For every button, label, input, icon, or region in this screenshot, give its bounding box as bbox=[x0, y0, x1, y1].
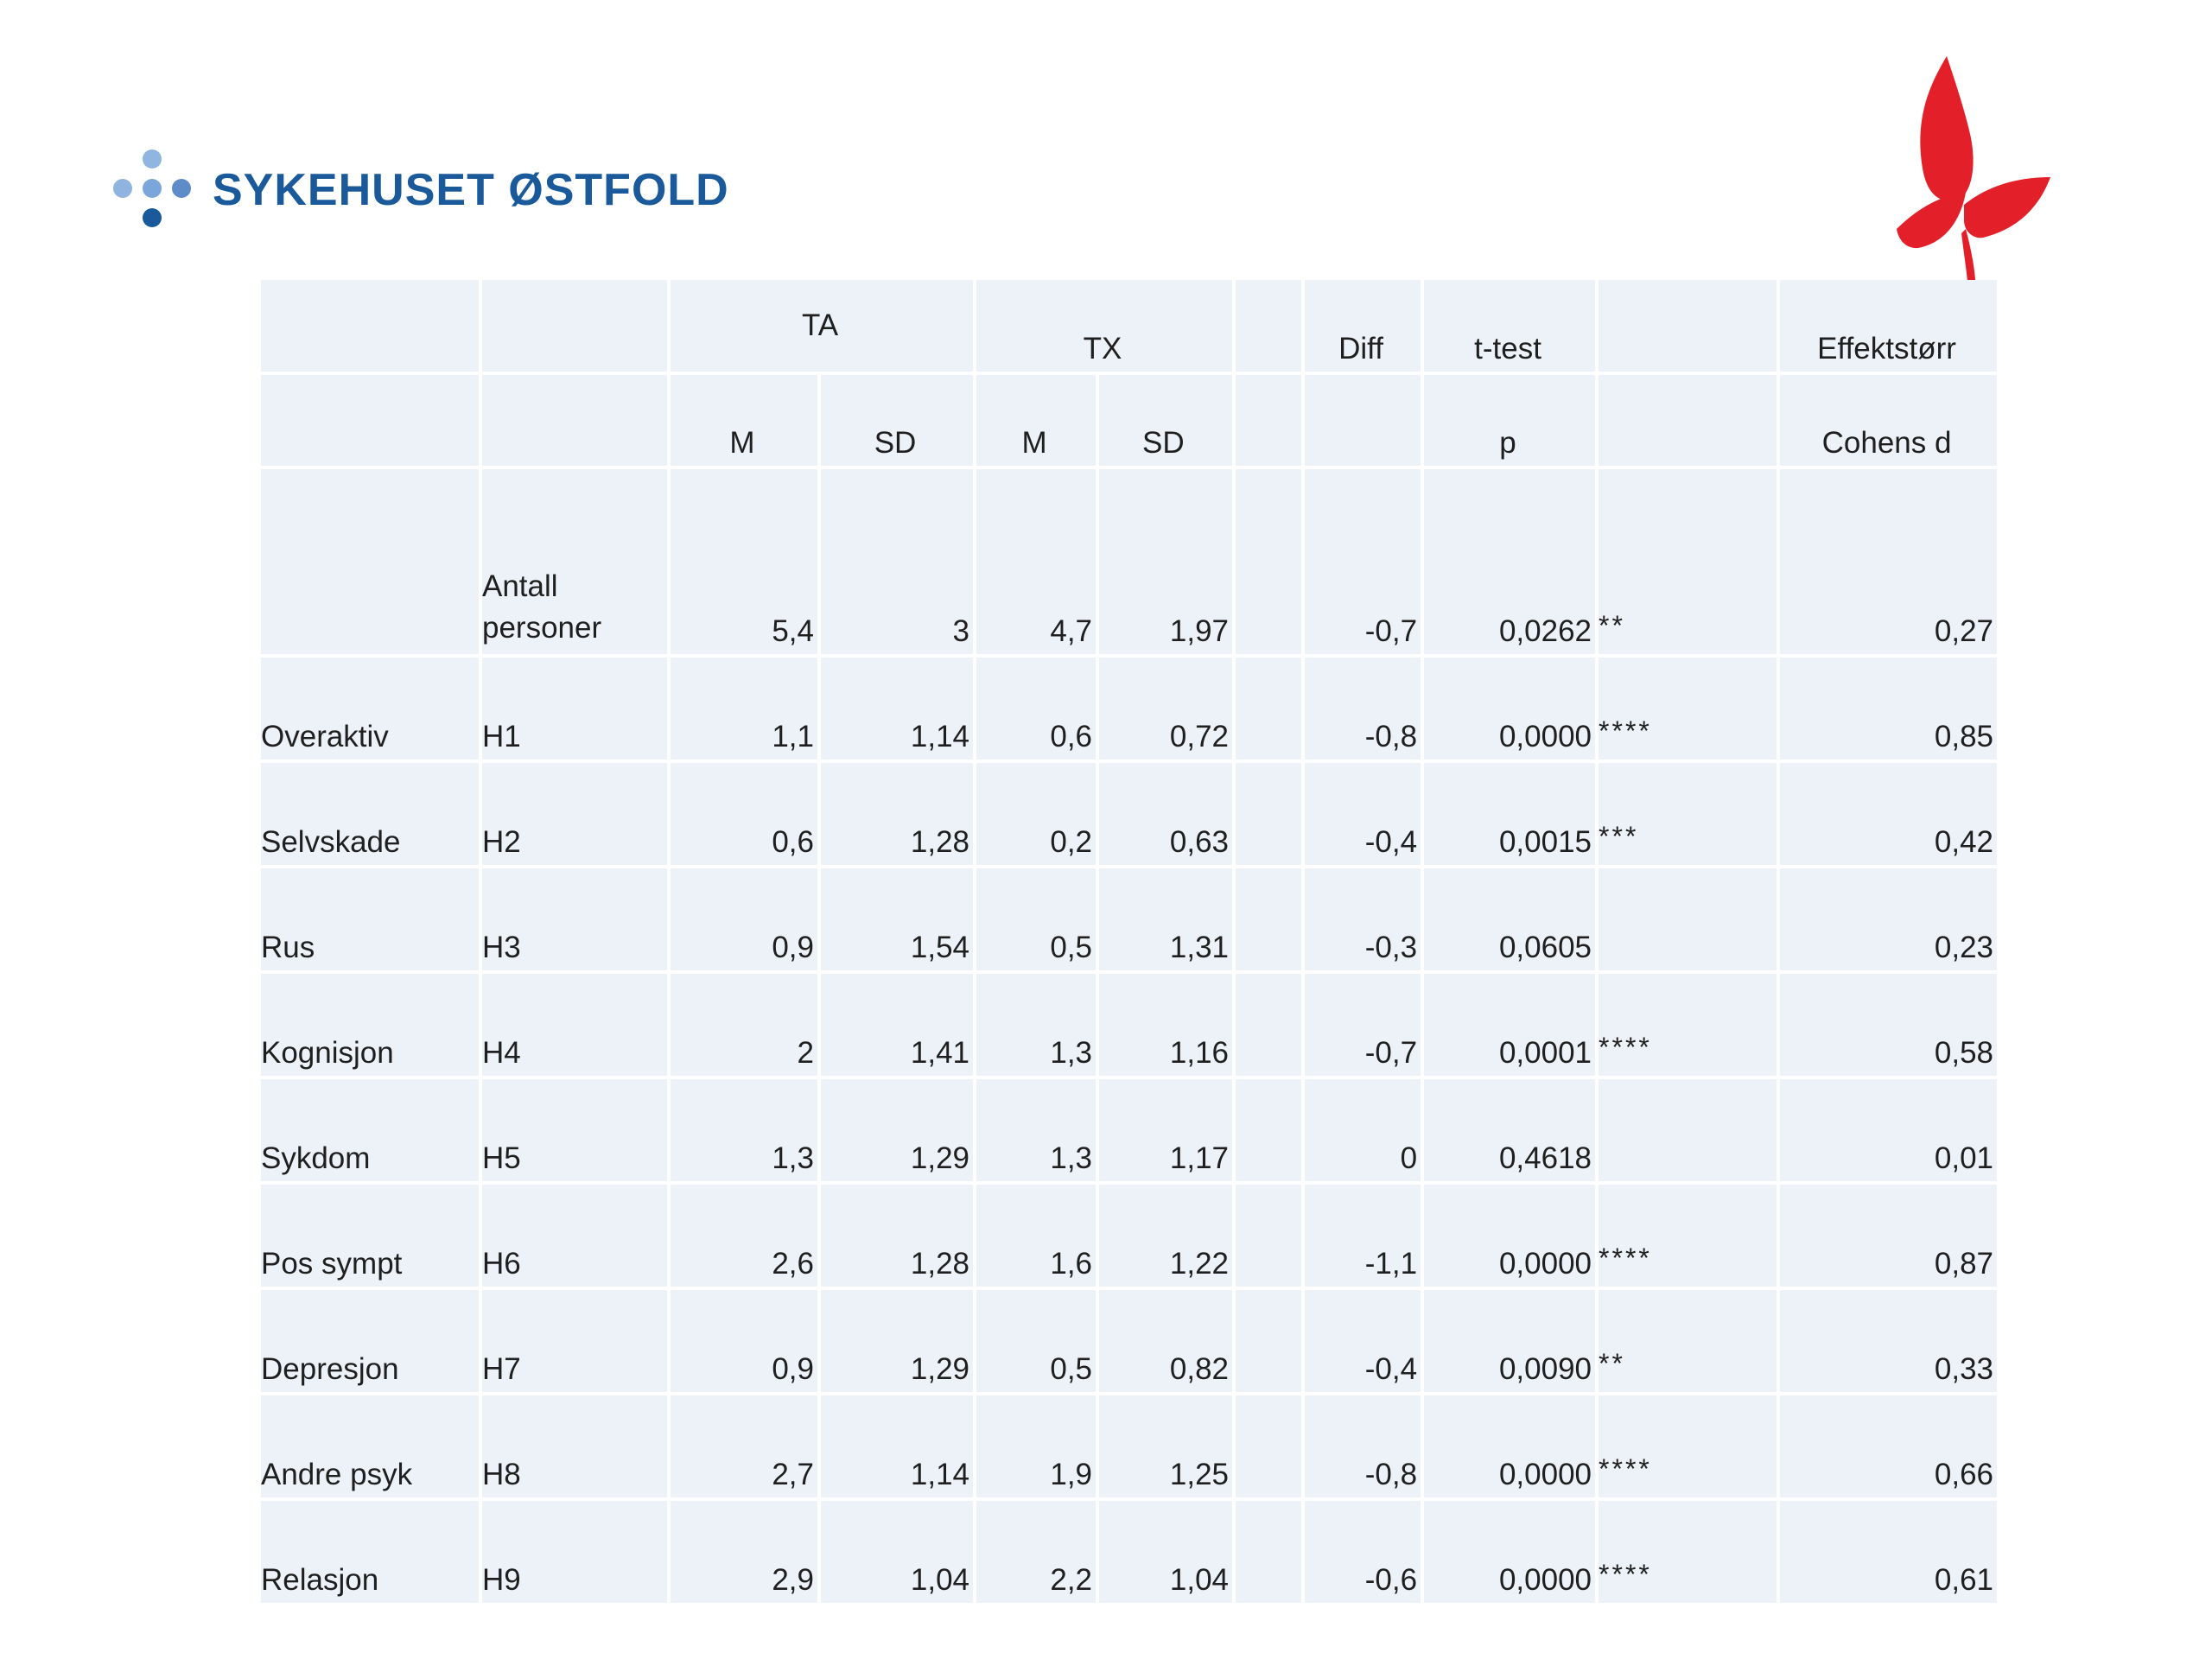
significance-stars: **** bbox=[1599, 974, 1777, 1076]
ta-sd: 1,29 bbox=[821, 1079, 973, 1181]
header-p: p bbox=[1424, 375, 1595, 466]
header-diff: Diff bbox=[1305, 280, 1421, 372]
header-cell bbox=[1305, 375, 1421, 466]
cohens-d: 0,85 bbox=[1780, 658, 1997, 760]
ta-mean: 2,7 bbox=[671, 1395, 817, 1497]
flame-shape bbox=[1964, 177, 2050, 238]
header-cell bbox=[1236, 375, 1301, 466]
cohens-d: 0,33 bbox=[1780, 1290, 1997, 1392]
spacer-cell bbox=[1236, 1395, 1301, 1497]
row-code: H5 bbox=[482, 1079, 667, 1181]
table-row bbox=[261, 658, 1997, 760]
p-value: 0,0090 bbox=[1424, 1290, 1595, 1392]
row-code: Antall personer bbox=[482, 469, 667, 654]
tx-mean: 2,2 bbox=[976, 1501, 1096, 1603]
cohens-d: 0,61 bbox=[1780, 1501, 1997, 1603]
tx-sd: 1,25 bbox=[1099, 1395, 1232, 1497]
row-code: H2 bbox=[482, 763, 667, 865]
diff-value: -0,7 bbox=[1305, 469, 1421, 654]
significance-stars bbox=[1599, 1079, 1777, 1181]
header-cohens: Cohens d bbox=[1780, 375, 1997, 466]
p-value: 0,0262 bbox=[1424, 469, 1595, 654]
ta-sd: 1,54 bbox=[821, 868, 973, 970]
row-code: H7 bbox=[482, 1290, 667, 1392]
row-name: Rus bbox=[261, 868, 479, 970]
tx-mean: 1,6 bbox=[976, 1185, 1096, 1287]
spacer-cell bbox=[1236, 1079, 1301, 1181]
row-code: H1 bbox=[482, 658, 667, 760]
row-name: Pos sympt bbox=[261, 1185, 479, 1287]
header-cell bbox=[482, 375, 667, 466]
diff-value: -0,8 bbox=[1305, 658, 1421, 760]
spacer-cell bbox=[1236, 1501, 1301, 1603]
significance-stars: ** bbox=[1599, 1290, 1777, 1392]
ta-sd: 1,41 bbox=[821, 974, 973, 1076]
spacer-cell bbox=[1236, 1290, 1301, 1392]
diff-value: -0,4 bbox=[1305, 1290, 1421, 1392]
spacer-cell bbox=[1236, 974, 1301, 1076]
row-code: H4 bbox=[482, 974, 667, 1076]
hospital-logo bbox=[111, 147, 729, 242]
p-value: 0,0000 bbox=[1424, 1501, 1595, 1603]
tx-mean: 0,2 bbox=[976, 763, 1096, 865]
table-row bbox=[261, 1501, 1997, 1603]
header-cell bbox=[482, 280, 667, 372]
row-name: Selvskade bbox=[261, 763, 479, 865]
ta-mean: 1,1 bbox=[671, 658, 817, 760]
row-code: H6 bbox=[482, 1185, 667, 1287]
cohens-d: 0,42 bbox=[1780, 763, 1997, 865]
cohens-d: 0,27 bbox=[1780, 469, 1997, 654]
tx-sd: 0,63 bbox=[1099, 763, 1232, 865]
tx-mean: 1,9 bbox=[976, 1395, 1096, 1497]
cohens-d: 0,23 bbox=[1780, 868, 1997, 970]
table-row bbox=[261, 763, 1997, 865]
ta-sd: 1,28 bbox=[821, 1185, 973, 1287]
header-tx: TX bbox=[976, 280, 1232, 372]
tx-mean: 0,6 bbox=[976, 658, 1096, 760]
ta-sd: 3 bbox=[821, 469, 973, 654]
significance-stars: **** bbox=[1599, 1185, 1777, 1287]
cohens-d: 0,66 bbox=[1780, 1395, 1997, 1497]
tx-mean: 4,7 bbox=[976, 469, 1096, 654]
flame-shape bbox=[1920, 56, 1973, 201]
flame-logo-icon bbox=[1879, 48, 2052, 298]
tx-sd: 1,16 bbox=[1099, 974, 1232, 1076]
spacer-cell bbox=[1236, 868, 1301, 970]
tx-sd: 1,04 bbox=[1099, 1501, 1232, 1603]
ta-mean: 0,6 bbox=[671, 763, 817, 865]
ta-mean: 2,6 bbox=[671, 1185, 817, 1287]
flame-shape bbox=[1897, 193, 1966, 248]
header-row-sub bbox=[261, 375, 1997, 466]
diff-value: -0,4 bbox=[1305, 763, 1421, 865]
row-name bbox=[261, 469, 479, 654]
tx-sd: 1,97 bbox=[1099, 469, 1232, 654]
tx-sd: 0,82 bbox=[1099, 1290, 1232, 1392]
table-row bbox=[261, 1290, 1997, 1392]
diff-value: -0,6 bbox=[1305, 1501, 1421, 1603]
significance-stars: **** bbox=[1599, 658, 1777, 760]
ta-mean: 0,9 bbox=[671, 1290, 817, 1392]
row-name: Depresjon bbox=[261, 1290, 479, 1392]
logo-dot bbox=[143, 149, 162, 168]
table-body bbox=[261, 469, 1997, 1603]
tx-mean: 0,5 bbox=[976, 1290, 1096, 1392]
header-cell bbox=[261, 280, 479, 372]
diff-value: -0,3 bbox=[1305, 868, 1421, 970]
results-table-container bbox=[257, 276, 1994, 1606]
ta-mean: 5,4 bbox=[671, 469, 817, 654]
logo-dots-icon bbox=[111, 147, 197, 233]
significance-stars: **** bbox=[1599, 1395, 1777, 1497]
p-value: 0,0000 bbox=[1424, 1395, 1595, 1497]
p-value: 0,0015 bbox=[1424, 763, 1595, 865]
cohens-d: 0,58 bbox=[1780, 974, 1997, 1076]
table-row bbox=[261, 1079, 1997, 1181]
header-cell bbox=[1599, 280, 1777, 372]
header-row-top bbox=[261, 280, 1997, 372]
tx-mean: 1,3 bbox=[976, 974, 1096, 1076]
tx-mean: 1,3 bbox=[976, 1079, 1096, 1181]
tx-sd: 0,72 bbox=[1099, 658, 1232, 760]
row-code: H3 bbox=[482, 868, 667, 970]
diff-value: -1,1 bbox=[1305, 1185, 1421, 1287]
ta-sd: 1,14 bbox=[821, 1395, 973, 1497]
header-ta: TA bbox=[671, 280, 973, 372]
p-value: 0,0000 bbox=[1424, 1185, 1595, 1287]
table-row bbox=[261, 1395, 1997, 1497]
spacer-cell bbox=[1236, 1185, 1301, 1287]
tx-sd: 1,22 bbox=[1099, 1185, 1232, 1287]
row-name: Andre psyk bbox=[261, 1395, 479, 1497]
p-value: 0,0001 bbox=[1424, 974, 1595, 1076]
row-name: Kognisjon bbox=[261, 974, 479, 1076]
tx-sd: 1,31 bbox=[1099, 868, 1232, 970]
cohens-d: 0,01 bbox=[1780, 1079, 1997, 1181]
diff-value: -0,8 bbox=[1305, 1395, 1421, 1497]
logo-dot bbox=[143, 208, 162, 227]
ta-mean: 0,9 bbox=[671, 868, 817, 970]
row-name: Sykdom bbox=[261, 1079, 479, 1181]
table-row bbox=[261, 868, 1997, 970]
significance-stars: ** bbox=[1599, 469, 1777, 654]
ta-mean: 2,9 bbox=[671, 1501, 817, 1603]
results-table bbox=[257, 276, 2000, 1606]
table-row bbox=[261, 469, 1997, 654]
tx-sd: 1,17 bbox=[1099, 1079, 1232, 1181]
logo-dot bbox=[113, 179, 132, 198]
diff-value: -0,7 bbox=[1305, 974, 1421, 1076]
ta-mean: 2 bbox=[671, 974, 817, 1076]
header-cell bbox=[261, 375, 479, 466]
row-name: Relasjon bbox=[261, 1501, 479, 1603]
ta-sd: 1,29 bbox=[821, 1290, 973, 1392]
table-row bbox=[261, 974, 1997, 1076]
p-value: 0,4618 bbox=[1424, 1079, 1595, 1181]
ta-sd: 1,04 bbox=[821, 1501, 973, 1603]
header-ta-sd: SD bbox=[821, 375, 973, 466]
row-code: H8 bbox=[482, 1395, 667, 1497]
spacer-cell bbox=[1236, 658, 1301, 760]
significance-stars bbox=[1599, 868, 1777, 970]
header-effect: Effektstørr bbox=[1780, 280, 1997, 372]
header-cell bbox=[1236, 280, 1301, 372]
header-tx-m: M bbox=[976, 375, 1096, 466]
significance-stars: **** bbox=[1599, 1501, 1777, 1603]
cohens-d: 0,87 bbox=[1780, 1185, 1997, 1287]
spacer-cell bbox=[1236, 763, 1301, 865]
ta-mean: 1,3 bbox=[671, 1079, 817, 1181]
header-ta-m: M bbox=[671, 375, 817, 466]
header-cell bbox=[1599, 375, 1777, 466]
logo-text: SYKEHUSET ØSTFOLD bbox=[213, 165, 729, 215]
diff-value: 0 bbox=[1305, 1079, 1421, 1181]
significance-stars: *** bbox=[1599, 763, 1777, 865]
ta-sd: 1,14 bbox=[821, 658, 973, 760]
header-tx-sd: SD bbox=[1099, 375, 1232, 466]
p-value: 0,0000 bbox=[1424, 658, 1595, 760]
header-ttest: t-test bbox=[1424, 280, 1595, 372]
logo-dot bbox=[143, 179, 162, 198]
ta-sd: 1,28 bbox=[821, 763, 973, 865]
tx-mean: 0,5 bbox=[976, 868, 1096, 970]
logo-dot bbox=[172, 179, 191, 198]
row-code: H9 bbox=[482, 1501, 667, 1603]
p-value: 0,0605 bbox=[1424, 868, 1595, 970]
spacer-cell bbox=[1236, 469, 1301, 654]
table-row bbox=[261, 1185, 1997, 1287]
row-name: Overaktiv bbox=[261, 658, 479, 760]
